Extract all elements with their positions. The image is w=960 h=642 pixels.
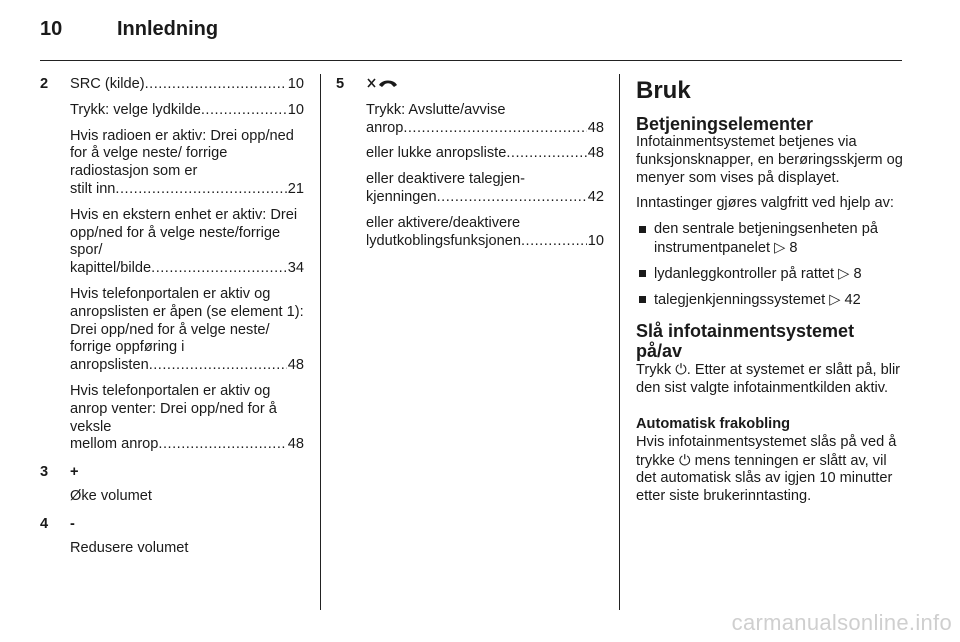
paragraph: Inntastinger gjøres valgfritt ved hjelp av: [636, 195, 894, 212]
toc-block: Hvis radioen er aktiv: Drei opp/ned for å velge neste/ forrige radiostasjon som er stilt inn ..... 21 [70, 128, 304, 199]
toc-block: eller aktivere/deaktivere lydutkoblingsfunksjonen ..... 10 [366, 215, 604, 251]
toc-block: Hvis en ekstern enhet er aktiv: Drei opp/ned for å velge neste/forrige spor/ kapittel/bilde ..... 34 [70, 207, 304, 278]
toc-block: Trykk: Avslutte/avvise anrop ..... 48 [366, 102, 604, 138]
page-reference-arrow-icon: ▷ [829, 290, 841, 308]
toc-block: eller deaktivere talegjen- kjenningen ..... 42 [366, 171, 604, 207]
column-divider-1 [320, 74, 321, 610]
item-symbol: + [70, 464, 79, 481]
control-item-4 [40, 516, 304, 558]
paragraph: Hvis infotainmentsystemet slås på ved å trykke ⏻ mens tenningen er slått av, vil det automatisk slås av igjen 10 minutter etter siste brukerinntasting. [636, 433, 897, 505]
paragraph: Infotainmentsystemet betjenes via funksjonsknapper, en berøringsskjerm og menyer som vises på displayet. [636, 134, 903, 186]
bullet-square-icon [639, 296, 646, 303]
power-button-icon: ⏻ [678, 451, 691, 469]
watermark: carmanualsonline.info [731, 610, 952, 635]
control-item-2 [40, 76, 304, 454]
page-number: 10 [40, 18, 63, 40]
power-button-icon: ⏻ [675, 361, 687, 379]
mute-phone-hangup-icon [366, 76, 406, 90]
column-1 [40, 76, 304, 567]
subsection-heading-controls: Betjeningselementer [636, 114, 814, 134]
item-number: 3 [40, 464, 49, 481]
page-reference-arrow-icon: ▷ [838, 264, 850, 282]
paragraph: Trykk ⏻. Etter at systemet er slått på, blir den sist valgte infotainmentkilden aktiv. [636, 361, 901, 397]
column-3 [636, 76, 904, 514]
item-description: Redusere volumet [70, 539, 189, 556]
list-item: talegjenkjenningssystemet ▷ 42 [636, 291, 904, 310]
bullet-square-icon [639, 270, 646, 277]
chapter-title: Innledning [117, 18, 219, 40]
item-number: 2 [40, 76, 49, 92]
subsection-heading-power: Slå infotainmentsystemet på/av [636, 321, 855, 362]
subheading-auto-shutoff: Automatisk frakobling [636, 415, 791, 432]
toc-block: Hvis telefonportalen er aktiv og anrop venter: Drei opp/ned for å veksle mellom anrop ..... 48 [70, 383, 304, 454]
list-item: den sentrale betjeningsenheten på instrumentpanelet ▷ 8 [636, 221, 904, 258]
item-number: 5 [336, 76, 345, 92]
item-symbol: - [70, 515, 75, 532]
item-number: 4 [40, 515, 49, 532]
bullet-square-icon [639, 226, 646, 233]
control-item-5 [336, 76, 604, 250]
section-heading: Bruk [636, 77, 691, 104]
toc-block: Hvis telefonportalen er aktiv og anropslisten er åpen (se element 1): Drei opp/ned for å velge neste/ forrige oppføring i anropslisten ..... 48 [70, 286, 304, 375]
control-item-3 [40, 464, 304, 506]
toc-line: eller lukke anropsliste ..... 48 [366, 145, 604, 163]
page-reference-arrow-icon: ▷ [774, 238, 786, 256]
toc-line: SRC (kilde) ..... 10 [70, 76, 304, 94]
item-description: Øke volumet [70, 487, 152, 504]
toc-line: Trykk: velge lydkilde ..... 10 [70, 102, 304, 120]
list-item: lydanleggkontroller på rattet ▷ 8 [636, 265, 904, 284]
column-divider-2 [619, 74, 620, 610]
bullet-list [636, 221, 904, 309]
column-2 [336, 76, 604, 260]
header-rule [40, 60, 902, 61]
